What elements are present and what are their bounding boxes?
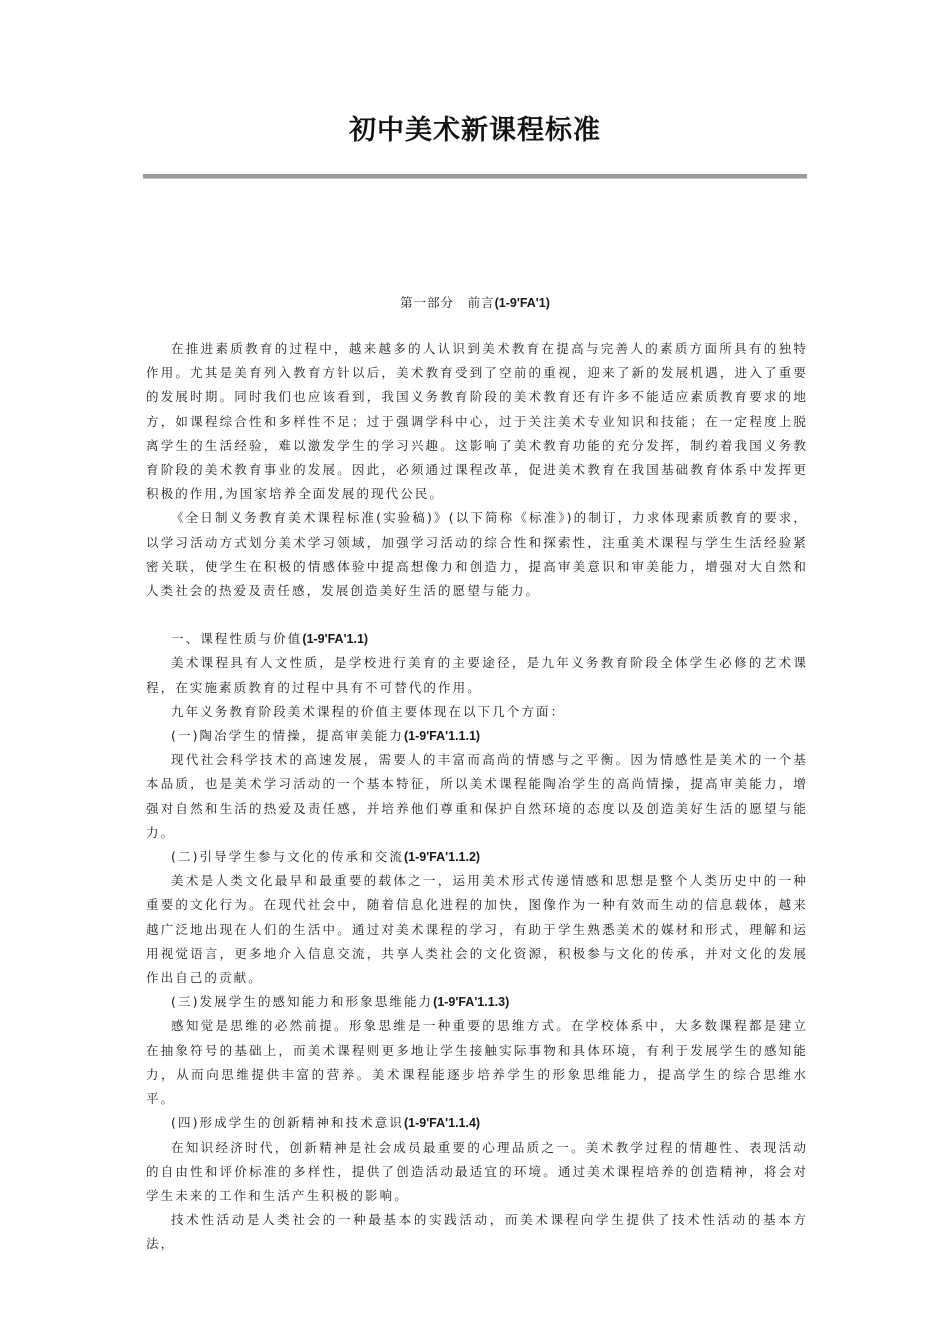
body-paragraph: 在知识经济时代，创新精神是社会成员最重要的心理品质之一。美术教学过程的情趣性、表现活动的自由性和评价标准的多样性，提供了创造活动最适宜的环境。通过美术课程培养的创造精神，将会对学生未来的工作和生活产生积极的影响。 — [146, 1139, 808, 1203]
subsection-heading-code: (1-9'FA'1.1.1) — [403, 729, 481, 744]
intro-paragraph: 《全日制义务教育美术课程标准(实验稿)》(以下简称《标准》)的制订，力求体现素质教育的要求，以学习活动方式划分美术学习领域，加强学习活动的综合性和探索性，注重美术课程与学生生活经验紧密关联，使学生在积极的情感体验中提高想像力和创造力，提高审美意识和审美能力，增强对大自然和人类社会的热爱及责任感，发展创造美好生活的愿望与能力。 — [146, 510, 808, 599]
document-title: 初中美术新课程标准 — [349, 115, 601, 146]
subsection-heading-label: (一)陶冶学生的情操，提高审美能力 — [171, 728, 404, 744]
part-heading-label: 第一部分 前言 — [400, 295, 495, 310]
subsection-heading-code: (1-9'FA'1.1.2) — [403, 850, 481, 865]
body-paragraph: 技术性活动是人类社会的一种最基本的实践活动，而美术课程向学生提供了技术性活动的基本方法， — [146, 1212, 808, 1252]
subsection-heading — [146, 990, 808, 1014]
section-heading-code: (1-9'FA'1.1) — [302, 632, 369, 647]
section-heading-label: 一、课程性质与价值 — [171, 631, 303, 647]
subsection-heading-label: (二)引导学生参与文化的传承和交流 — [171, 849, 404, 865]
intro-paragraph: 在推进素质教育的过程中，越来越多的人认识到美术教育在提高与完善人的素质方面所具有的独特作用。尤其是美育列入教育方针以后，美术教育受到了空前的重视，迎来了新的发展机遇，进入了重要的发展时期。同时我们也应该看到，我国义务教育阶段的美术教育还有许多不能适应素质教育要求的地方，如课程综合性和多样性不足；过于强调学科中心，过于关注美术专业知识和技能；在一定程度上脱离学生的生活经验，难以激发学生的学习兴趣。这影响了美术教育功能的充分发挥，制约着我国义务教育阶段的美术教育事业的发展。因此，必须通过课程改革，促进美术教育在我国基础教育体系中发挥更积极的作用,为国家培养全面发展的现代公民。 — [146, 341, 808, 502]
title-divider — [143, 174, 807, 179]
subsection-heading — [146, 845, 808, 869]
subsection-heading-label: (四)形成学生的创新精神和技术意识 — [171, 1115, 404, 1131]
document-body — [146, 337, 808, 1257]
part-heading — [0, 293, 950, 311]
section-heading — [146, 627, 808, 651]
subsection-heading — [146, 724, 808, 748]
body-paragraph: 感知觉是思维的必然前提。形象思维是一种重要的思维方式。在学校体系中，大多数课程都是建立在抽象符号的基础上，而美术课程则更多地让学生接触实际事物和具体环境，有利于发展学生的感知能力，从而向思维提供丰富的营养。美术课程能逐步培养学生的形象思维能力，提高学生的综合思维水平。 — [146, 1018, 808, 1107]
subsection-heading-code: (1-9'FA'1.1.3) — [433, 995, 510, 1010]
body-paragraph: 美术课程具有人文性质，是学校进行美育的主要途径，是九年义务教育阶段全体学生必修的艺术课程，在实施素质教育的过程中具有不可替代的作用。 — [146, 655, 808, 695]
subsection-heading — [146, 1111, 808, 1135]
body-paragraph: 现代社会科学技术的高速发展，需要人的丰富而高尚的情感与之平衡。因为情感性是美术的一个基本品质，也是美术学习活动的一个基本特征，所以美术课程能陶冶学生的高尚情操，提高审美能力，增强对自然和生活的热爱及责任感，并培养他们尊重和保护自然环境的态度以及创造美好生活的愿望与能力。 — [146, 752, 808, 840]
subsection-heading-code: (1-9'FA'1.1.4) — [403, 1116, 481, 1131]
body-paragraph: 九年义务教育阶段美术课程的价值主要体现在以下几个方面： — [171, 703, 566, 719]
body-paragraph: 美术是人类文化最早和最重要的载体之一，运用美术形式传递情感和思想是整个人类历史中的一种重要的文化行为。在现代社会中，随着信息化进程的加快，图像作为一种有效而生动的信息载体，越来越广泛地出现在人们的生活中。通过对美术课程的学习，有助于学生熟悉美术的媒材和形式，理解和运用视觉语言，更多地介入信息交流，共享人类社会的文化资源，积极参与文化的传承，并对文化的发展作出自己的贡献。 — [146, 873, 808, 986]
subsection-heading-label: (三)发展学生的感知能力和形象思维能力 — [171, 994, 434, 1010]
part-heading-code: (1-9'FA'1) — [494, 296, 550, 310]
